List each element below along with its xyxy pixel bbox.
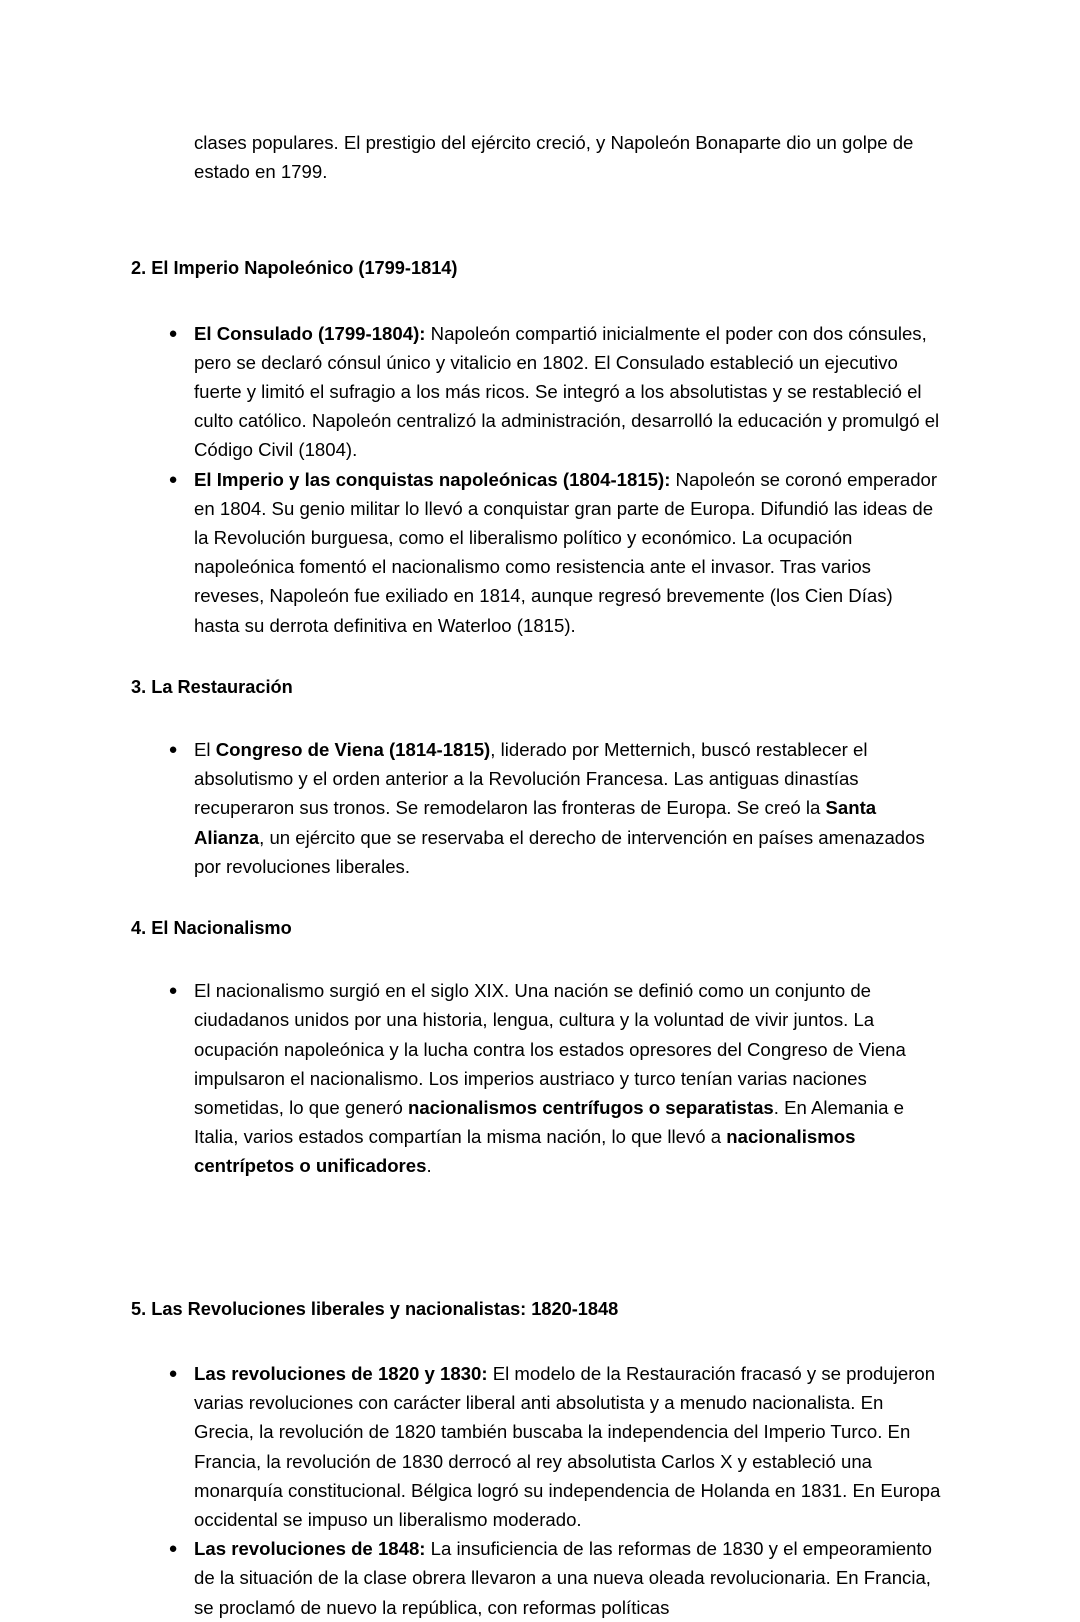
document-body [131, 128, 941, 1622]
bullet-icon: ● [168, 1364, 178, 1382]
bullet-icon: ● [168, 741, 178, 759]
list-item [131, 976, 941, 1180]
section-2-bullet-list [131, 319, 941, 640]
bullet-icon: ● [168, 324, 178, 342]
bullet-icon: ● [168, 1540, 178, 1558]
section-heading-3: 3. La Restauración [131, 676, 293, 697]
list-item-body: La insuficiencia de las reformas de 1830 y el empeoramiento de la situación de la clase obrera llevaron a una nueva oleada revolucionaria. En Francia, se proclamó de nuevo la república, con reformas políticas [194, 1538, 932, 1618]
section-4-bullet-list [131, 976, 941, 1180]
list-item [131, 465, 941, 640]
list-item [131, 319, 941, 465]
bullet-icon: ● [168, 470, 178, 488]
section-3-bullet-list [131, 735, 941, 881]
list-item-lead-secondary: nacionalismos centrífugos o separatistas [407, 1097, 774, 1119]
intro-paragraph: clases populares. El prestigio del ejército creció, y Napoleón Bonaparte dio un golpe de estado en 1799. [194, 132, 914, 183]
list-item-body-secondary: . En Alemania e Italia, varios estados compartían la misma nación, lo que llevó a [194, 1097, 905, 1148]
list-item-body: Napoleón se coronó emperador en 1804. Su genio militar lo llevó a conquistar gran parte de Europa. Difundió las ideas de la Revolución burguesa, como el liberalismo político y económico. La ocupación napoleónica fomentó el nacionalismo como resistencia ante el invasor. Tras varios reveses, Napoleón fue exiliado en 1814, aunque regresó brevemente (los Cien Días) hasta su derrota definitiva en Waterloo (1815). [194, 468, 938, 636]
list-item-body: El modelo de la Restauración fracasó y se produjeron varias revoluciones con carácter liberal anti absolutista y a menudo nacionalista. En Grecia, la revolución de 1820 también buscaba la independencia del Imperio Turco. En Francia, la revolución de 1830 derrocó al rey absolutista Carlos X y estableció una monarquía constitucional. Bélgica logró su independencia de Holanda en 1831. En Europa occidental se impuso un liberalismo moderado. [194, 1362, 941, 1530]
list-item-body-secondary: , un ejército que se reservaba el derecho de intervención en países amenazados por revoluciones liberales. [194, 826, 925, 877]
list-item-lead: El Imperio y las conquistas napoleónicas (1804-1815): [194, 468, 671, 490]
section-heading-4: 4. El Nacionalismo [131, 918, 292, 939]
section-spacer [131, 1181, 941, 1227]
list-item-body: , liderado por Metternich, buscó restablecer el absolutismo y el orden anterior a la Revolución Francesa. Las antiguas dinastías recuperaron sus tronos. Se remodelaron las fronteras de Europa. Se creó la [194, 739, 868, 819]
bullet-icon: ● [168, 982, 178, 1000]
list-item-lead: Las revoluciones de 1820 y 1830: [194, 1362, 488, 1384]
list-item-prefix: El [194, 739, 216, 761]
list-item-lead-tertiary: nacionalismos centrípetos o unificadores [194, 1126, 856, 1177]
list-item [131, 1534, 941, 1622]
section-heading-2: 2. El Imperio Napoleónico (1799-1814) [131, 258, 458, 279]
list-item [131, 735, 941, 881]
section-5-bullet-list [131, 1359, 941, 1622]
list-item-lead: Las revoluciones de 1848: [194, 1538, 426, 1560]
section-heading-5: 5. Las Revoluciones liberales y nacionalistas: 1820-1848 [131, 1298, 619, 1319]
list-item-body-tertiary: . [426, 1155, 432, 1177]
list-item-lead-secondary: Santa Alianza [194, 797, 877, 848]
list-item-body: El nacionalismo surgió en el siglo XIX. Una nación se definió como un conjunto de ciudadanos unidos por una historia, lengua, cultura y la voluntad de vivir juntos. La ocupación napoleónica y la lucha contra los estados opresores del Congreso de Viena impulsaron el nacionalismo. Los imperios austriaco y turco tenían varias naciones sometidas, lo que generó [194, 980, 906, 1119]
list-item-lead: El Consulado (1799-1804): [194, 322, 426, 344]
list-item-body: Napoleón compartió inicialmente el poder con dos cónsules, pero se declaró cónsul único y vitalicio en 1802. El Consulado estableció un ejecutivo fuerte y limitó el sufragio a los más ricos. Se integró a los absolutistas y se restableció el culto católico. Napoleón centralizó la administración, desarrolló la educación y promulgó el Código Civil (1804). [194, 322, 940, 461]
list-item-lead: Congreso de Viena (1814-1815) [215, 739, 491, 761]
list-item [131, 1359, 941, 1534]
